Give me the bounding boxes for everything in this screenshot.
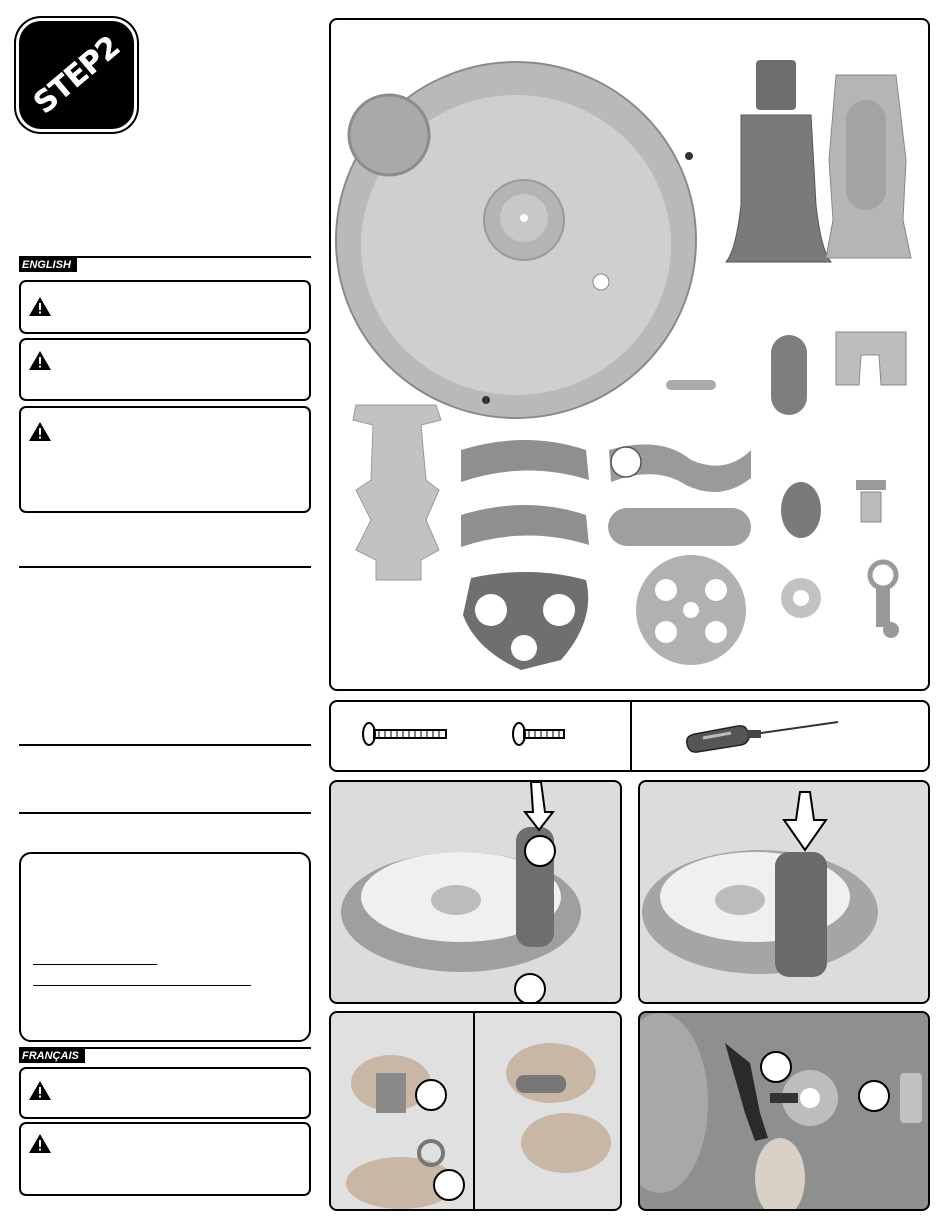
warning-box-fr-2 bbox=[19, 1122, 311, 1196]
step-photo-1 bbox=[329, 780, 622, 1004]
step-4-illustration bbox=[640, 1013, 928, 1209]
disc-part bbox=[636, 555, 746, 665]
step-photo-2 bbox=[638, 780, 930, 1004]
photo-split-divider bbox=[473, 1013, 475, 1209]
column-part-right bbox=[826, 75, 911, 258]
step-photo-4 bbox=[638, 1011, 930, 1211]
english-label: ENGLISH bbox=[19, 258, 77, 272]
warning-triangle-icon bbox=[29, 351, 51, 370]
warning-triangle-icon bbox=[29, 1134, 51, 1153]
logo-text: STEP2 bbox=[26, 29, 127, 121]
column-part-left bbox=[726, 60, 831, 262]
tube-part-2 bbox=[461, 505, 589, 547]
tube-part-4 bbox=[608, 508, 751, 546]
support-part bbox=[353, 405, 441, 580]
underline-long bbox=[33, 985, 251, 986]
warning-box-3 bbox=[19, 406, 311, 513]
cap-part bbox=[771, 335, 807, 415]
parts-panel bbox=[329, 18, 930, 691]
nut-part bbox=[781, 578, 821, 618]
down-arrow-icon bbox=[525, 782, 553, 830]
warning-triangle-icon bbox=[29, 297, 51, 316]
down-arrow-icon bbox=[784, 792, 826, 850]
part-callout-4 bbox=[433, 1169, 465, 1201]
warning-box-fr-1 bbox=[19, 1067, 311, 1119]
ring-part bbox=[463, 572, 588, 670]
step-photo-3 bbox=[329, 1011, 622, 1211]
long-screw-icon bbox=[361, 720, 451, 750]
info-box bbox=[19, 852, 311, 1042]
part-callout-2 bbox=[514, 973, 546, 1004]
base-tub-part bbox=[336, 62, 696, 418]
short-screw-icon bbox=[511, 720, 571, 750]
step2-logo bbox=[19, 21, 134, 129]
step-3-illustration bbox=[331, 1013, 620, 1209]
warning-triangle-icon bbox=[29, 1081, 51, 1100]
hardware-panel bbox=[329, 700, 930, 772]
screwdriver-icon bbox=[683, 716, 843, 756]
tube-part-1 bbox=[461, 440, 589, 482]
warning-triangle-icon bbox=[29, 422, 51, 441]
warning-box-1 bbox=[19, 280, 311, 334]
part-callout-1 bbox=[524, 835, 556, 867]
peg-part bbox=[666, 380, 716, 390]
hardware-divider bbox=[630, 702, 632, 770]
section-rule-3 bbox=[19, 812, 311, 814]
part-callout-6 bbox=[858, 1080, 890, 1112]
step-2-illustration bbox=[640, 782, 928, 1002]
parts-illustration bbox=[331, 20, 928, 689]
part-callout-5 bbox=[760, 1051, 792, 1083]
french-label: FRANÇAIS bbox=[19, 1049, 85, 1063]
warning-box-2 bbox=[19, 338, 311, 401]
key-part bbox=[870, 562, 899, 638]
section-rule-1 bbox=[19, 566, 311, 568]
part-callout-3 bbox=[415, 1079, 447, 1111]
step-1-illustration bbox=[331, 782, 620, 1002]
underline-short bbox=[33, 964, 157, 965]
clip-part bbox=[836, 332, 906, 385]
knob-part bbox=[781, 482, 821, 538]
section-rule-2 bbox=[19, 744, 311, 746]
spring-part bbox=[856, 480, 886, 522]
